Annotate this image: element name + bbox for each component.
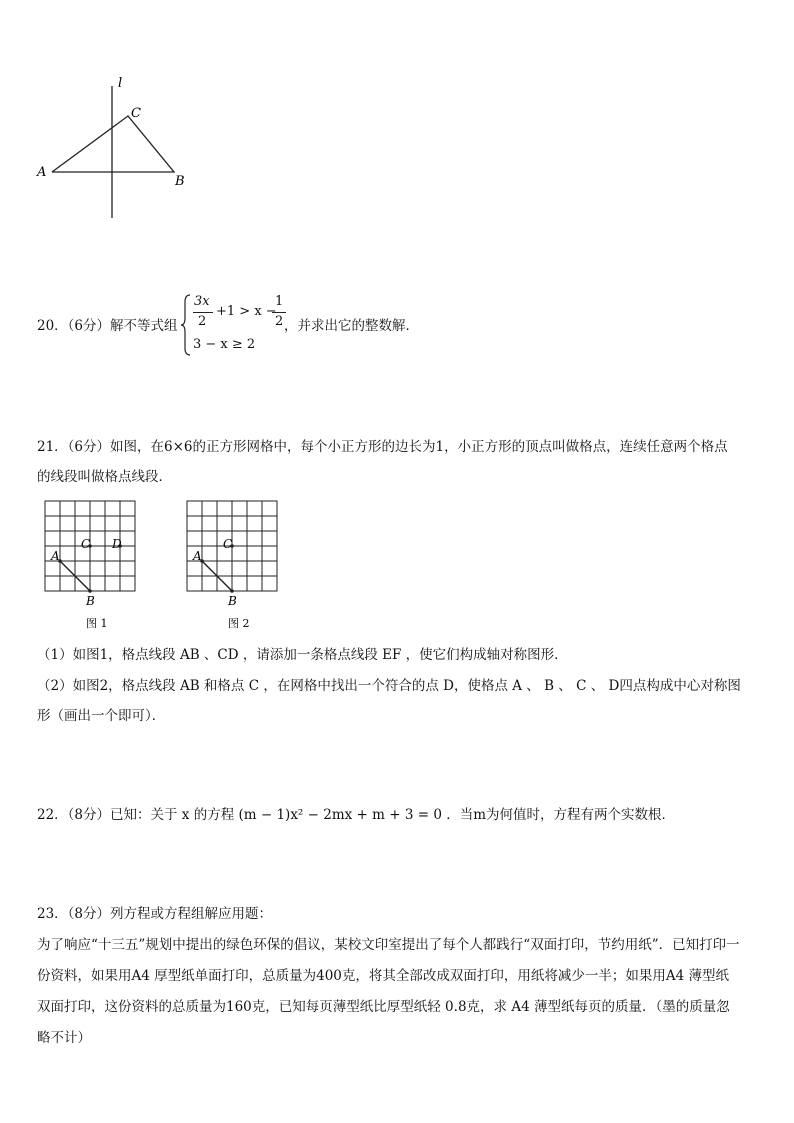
q23-line3: 双面打印，这份资料的总质量为160克，已知每页薄型纸比厚型纸轻 0.8克，求 A4 薄型纸每页的质量．（墨的质量忽 (37, 999, 730, 1015)
question-22: 22．（8分）已知：关于 x 的方程 (m − 1)x² − 2mx + m + 3 = 0 ．当m为何值时，方程有两个实数根． (37, 807, 675, 823)
point-b-1 (88, 589, 92, 593)
point-b-2 (230, 589, 234, 593)
label-b-1: B (86, 594, 95, 608)
ineq1-mid: +1 > x − (216, 304, 277, 319)
q21-part1: （1）如图1，格点线段 AB 、CD ，请添加一条格点线段 EF ，使它们构成轴对称图形． (37, 647, 568, 663)
q23-line2: 份资料，如果用A4 厚型纸单面打印，总质量为400克，将其全部改成双面打印，用纸将减少一半；如果用A4 薄型纸 (37, 968, 730, 984)
grid-figure-1 (40, 496, 150, 631)
ineq1-rfrac-bar (272, 312, 286, 313)
q23-title: 23．（8分）列方程或方程组解应用题： (37, 906, 273, 922)
triangle-abc (52, 116, 174, 172)
ineq1-rden: 2 (275, 314, 284, 329)
label-l: l (118, 76, 123, 91)
caption-fig-1: 图 1 (86, 617, 108, 630)
q23-line4: 略不计） (37, 1030, 91, 1046)
label-c: C (131, 106, 141, 121)
system-brace (180, 294, 192, 356)
q20-prefix: 20．（6分）解不等式组 (37, 318, 178, 334)
label-d-1: D (112, 537, 122, 551)
caption-fig-2: 图 2 (228, 617, 250, 630)
label-a-2: A (193, 549, 202, 563)
ineq1-frac-bar (193, 312, 213, 313)
q21-line1: 21．（6分）如图，在6×6的正方形网格中，每个小正方形的边长为1，小正方形的顶点叫做格点，连续任意两个格点 (37, 439, 728, 455)
q21-part2-line2: 形（画出一个即可）． (37, 708, 166, 724)
label-c-1: C (81, 537, 91, 551)
label-b: B (175, 174, 185, 189)
q21-line2: 的线段叫做格点线段． (37, 469, 172, 485)
q23-line1: 为了响应“十三五”规划中提出的绿色环保的倡议，某校文印室提出了每个人都践行“双面打印，节约用纸”．已知打印一 (37, 937, 740, 953)
ineq1 (192, 294, 292, 334)
ineq1-rnum: 1 (275, 294, 284, 309)
label-b-2: B (228, 594, 237, 608)
triangle-figure (30, 70, 200, 230)
ineq2: 3 − x ≥ 2 (193, 337, 256, 352)
q21-part2-line1: （2）如图2，格点线段 AB 和格点 C ，在网格中找出一个符合的点 D，使格点 A 、 B 、 C 、 D四点构成中心对称图 (37, 678, 741, 694)
label-a: A (37, 165, 47, 180)
ineq1-den: 2 (198, 314, 207, 329)
label-a-1: A (51, 549, 60, 563)
label-c-2: C (223, 537, 233, 551)
ineq1-num: 3x (194, 294, 210, 309)
q20-suffix: ，并求出它的整数解． (284, 318, 419, 334)
grid-figure-2 (182, 496, 292, 631)
